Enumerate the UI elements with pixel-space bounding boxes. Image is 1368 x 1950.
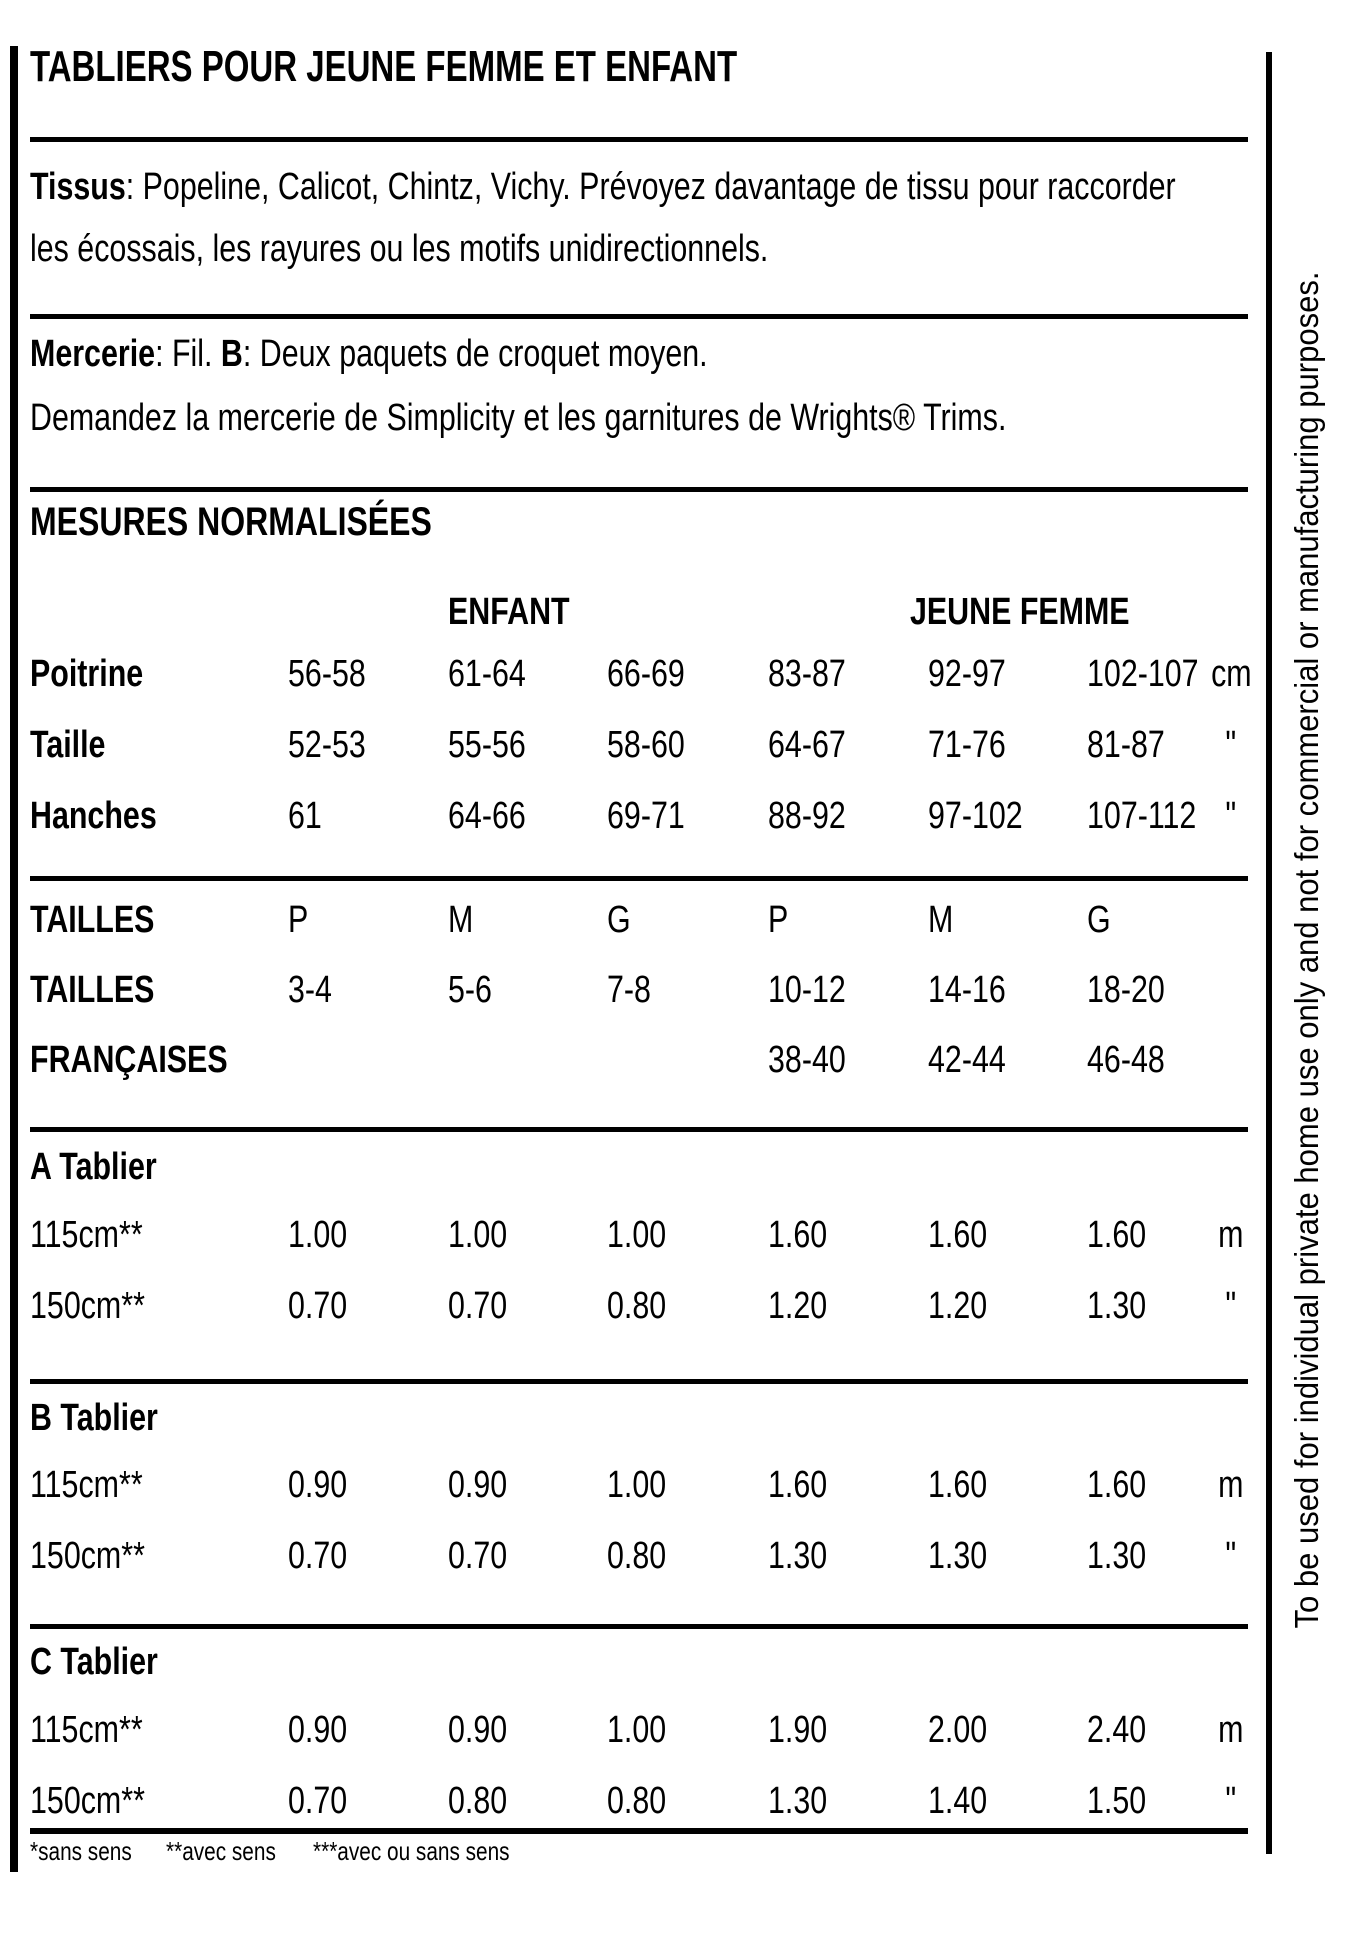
cell-unit: " [1225,795,1237,837]
cell-value: 71-76 [928,724,1006,766]
cell-value: 1.60 [1087,1464,1147,1506]
table-row-poitrine [0,652,1368,696]
table-row-taille [0,723,1368,767]
cell-value: 83-87 [768,653,846,695]
divider [30,876,1248,881]
footnote [30,1836,561,1866]
cell-value: 5-6 [448,969,492,1011]
cell-value: 0.70 [448,1535,508,1577]
cell-value: 1.30 [1087,1285,1147,1327]
cell-unit: m [1218,1214,1244,1256]
cell-value: 0.70 [448,1285,508,1327]
cell-value: 0.70 [288,1285,348,1327]
row-label: TAILLES [30,969,155,1011]
fabrics-line-1 [30,165,1176,209]
right-border-line [1266,52,1272,1854]
cell-value: 61-64 [448,653,526,695]
row-label: 115cm** [30,1214,143,1256]
cell-value: 1.30 [768,1780,828,1822]
footnote-item: *sans sens [30,1836,132,1866]
cell-value: G [607,899,631,941]
cell-unit: " [1225,724,1237,766]
divider [30,1379,1248,1384]
section-heading-b-tablier: B Tablier [30,1397,158,1439]
row-label: 115cm** [30,1709,143,1751]
table-row-yardage [0,1779,1368,1823]
cell-value: 1.60 [768,1464,828,1506]
divider [30,314,1248,319]
divider [30,137,1248,142]
footnote-item: **avec sens [166,1836,277,1866]
cell-value: M [928,899,954,941]
cell-value: 1.30 [1087,1535,1147,1577]
footnote-item: ***avec ou sans sens [312,1836,510,1866]
notions-label: Mercerie [30,333,156,375]
cell-value: 1.30 [768,1535,828,1577]
cell-value: 52-53 [288,724,366,766]
row-label: TAILLES [30,899,155,941]
cell-value: 14-16 [928,969,1006,1011]
cell-value: 1.00 [288,1214,348,1256]
divider [30,1624,1248,1629]
cell-value: 0.70 [288,1535,348,1577]
cell-unit: cm [1210,653,1252,695]
table-row-sizes [0,968,1368,1012]
cell-value: 58-60 [607,724,685,766]
notions-view-label: B [220,333,243,375]
notions-line-1 [30,332,708,376]
notions-line-2: Demandez la mercerie de Simplicity et les garnitures de Wrights® Trims. [30,397,1007,439]
cell-value: 1.60 [928,1214,988,1256]
cell-value: P [768,899,789,941]
table-row-sizes [0,898,1368,942]
cell-value: 0.70 [288,1780,348,1822]
fabrics-text-1: : Popeline, Calicot, Chintz, Vichy. Prévoyez davantage de tissu pour raccorder [125,166,1176,208]
cell-value: 0.80 [448,1780,508,1822]
cell-value: 42-44 [928,1039,1006,1081]
cell-value: 0.90 [288,1709,348,1751]
row-label: FRANÇAISES [30,1039,228,1081]
cell-value: 107-112 [1087,795,1197,837]
table-row-yardage [0,1463,1368,1507]
measurements-heading: MESURES NORMALISÉES [30,500,432,544]
cell-value: 61 [288,795,322,837]
cell-unit: m [1218,1709,1244,1751]
copyright-notice: To be used for individual private home use only and not for commercial or manufacturing purposes. [1288,271,1325,1629]
cell-value: 97-102 [928,795,1023,837]
cell-value: 1.40 [928,1780,988,1822]
cell-value: 0.90 [448,1464,508,1506]
cell-value: 69-71 [607,795,685,837]
row-label: 150cm** [30,1780,145,1822]
section-heading-a-tablier: A Tablier [30,1146,157,1188]
cell-value: 1.00 [607,1464,667,1506]
notions-text-2: : Deux paquets de croquet moyen. [242,333,708,375]
group-header-row [0,590,1368,634]
cell-value: 55-56 [448,724,526,766]
page-title: TABLIERS POUR JEUNE FEMME ET ENFANT [30,42,738,91]
cell-unit: m [1218,1464,1244,1506]
divider [30,1828,1248,1834]
cell-value: 102-107 [1087,653,1199,695]
cell-value: 0.80 [607,1285,667,1327]
left-border-bar [10,46,18,1872]
divider [30,487,1248,492]
table-row-yardage [0,1534,1368,1578]
cell-value: 18-20 [1087,969,1165,1011]
table-row-sizes-fr [0,1038,1368,1082]
cell-value: 1.90 [768,1709,828,1751]
cell-value: 1.20 [768,1285,828,1327]
cell-unit: " [1225,1535,1237,1577]
cell-value: 0.80 [607,1780,667,1822]
cell-value: 1.00 [607,1214,667,1256]
row-label: 115cm** [30,1464,143,1506]
cell-value: G [1087,899,1111,941]
cell-value: 10-12 [768,969,846,1011]
cell-value: 1.60 [768,1214,828,1256]
cell-value: P [288,899,309,941]
cell-value: 1.00 [607,1709,667,1751]
cell-value: 1.60 [928,1464,988,1506]
cell-value: 1.50 [1087,1780,1147,1822]
cell-value: 1.20 [928,1285,988,1327]
cell-value: 0.90 [288,1464,348,1506]
cell-value: 1.30 [928,1535,988,1577]
cell-value: 38-40 [768,1039,846,1081]
row-label: Poitrine [30,653,144,695]
row-label: Taille [30,724,106,766]
table-row-yardage [0,1213,1368,1257]
fabrics-line-2: les écossais, les rayures ou les motifs unidirectionnels. [30,228,769,270]
cell-value: 46-48 [1087,1039,1165,1081]
cell-value: M [448,899,474,941]
section-heading-c-tablier: C Tablier [30,1641,158,1683]
cell-value: 0.90 [448,1709,508,1751]
cell-value: 2.40 [1087,1709,1147,1751]
cell-value: 88-92 [768,795,846,837]
cell-value: 66-69 [607,653,685,695]
cell-value: 2.00 [928,1709,988,1751]
table-row-yardage [0,1284,1368,1328]
cell-unit: " [1225,1780,1237,1822]
cell-value: 0.80 [607,1535,667,1577]
cell-value: 7-8 [607,969,651,1011]
cell-value: 56-58 [288,653,366,695]
cell-value: 64-66 [448,795,526,837]
cell-value: 92-97 [928,653,1006,695]
group-header-jeune-femme: JEUNE FEMME [910,591,1130,633]
table-row-yardage [0,1708,1368,1752]
table-row-hanches [0,794,1368,838]
row-label: 150cm** [30,1285,145,1327]
fabrics-label: Tissus [30,166,126,208]
divider [30,1127,1248,1132]
notions-text-1: : Fil. [155,333,221,375]
cell-value: 3-4 [288,969,332,1011]
cell-value: 64-67 [768,724,846,766]
cell-unit: " [1225,1285,1237,1327]
row-label: 150cm** [30,1535,145,1577]
group-header-enfant: ENFANT [448,591,570,633]
cell-value: 81-87 [1087,724,1165,766]
cell-value: 1.00 [448,1214,508,1256]
cell-value: 1.60 [1087,1214,1147,1256]
row-label: Hanches [30,795,157,837]
